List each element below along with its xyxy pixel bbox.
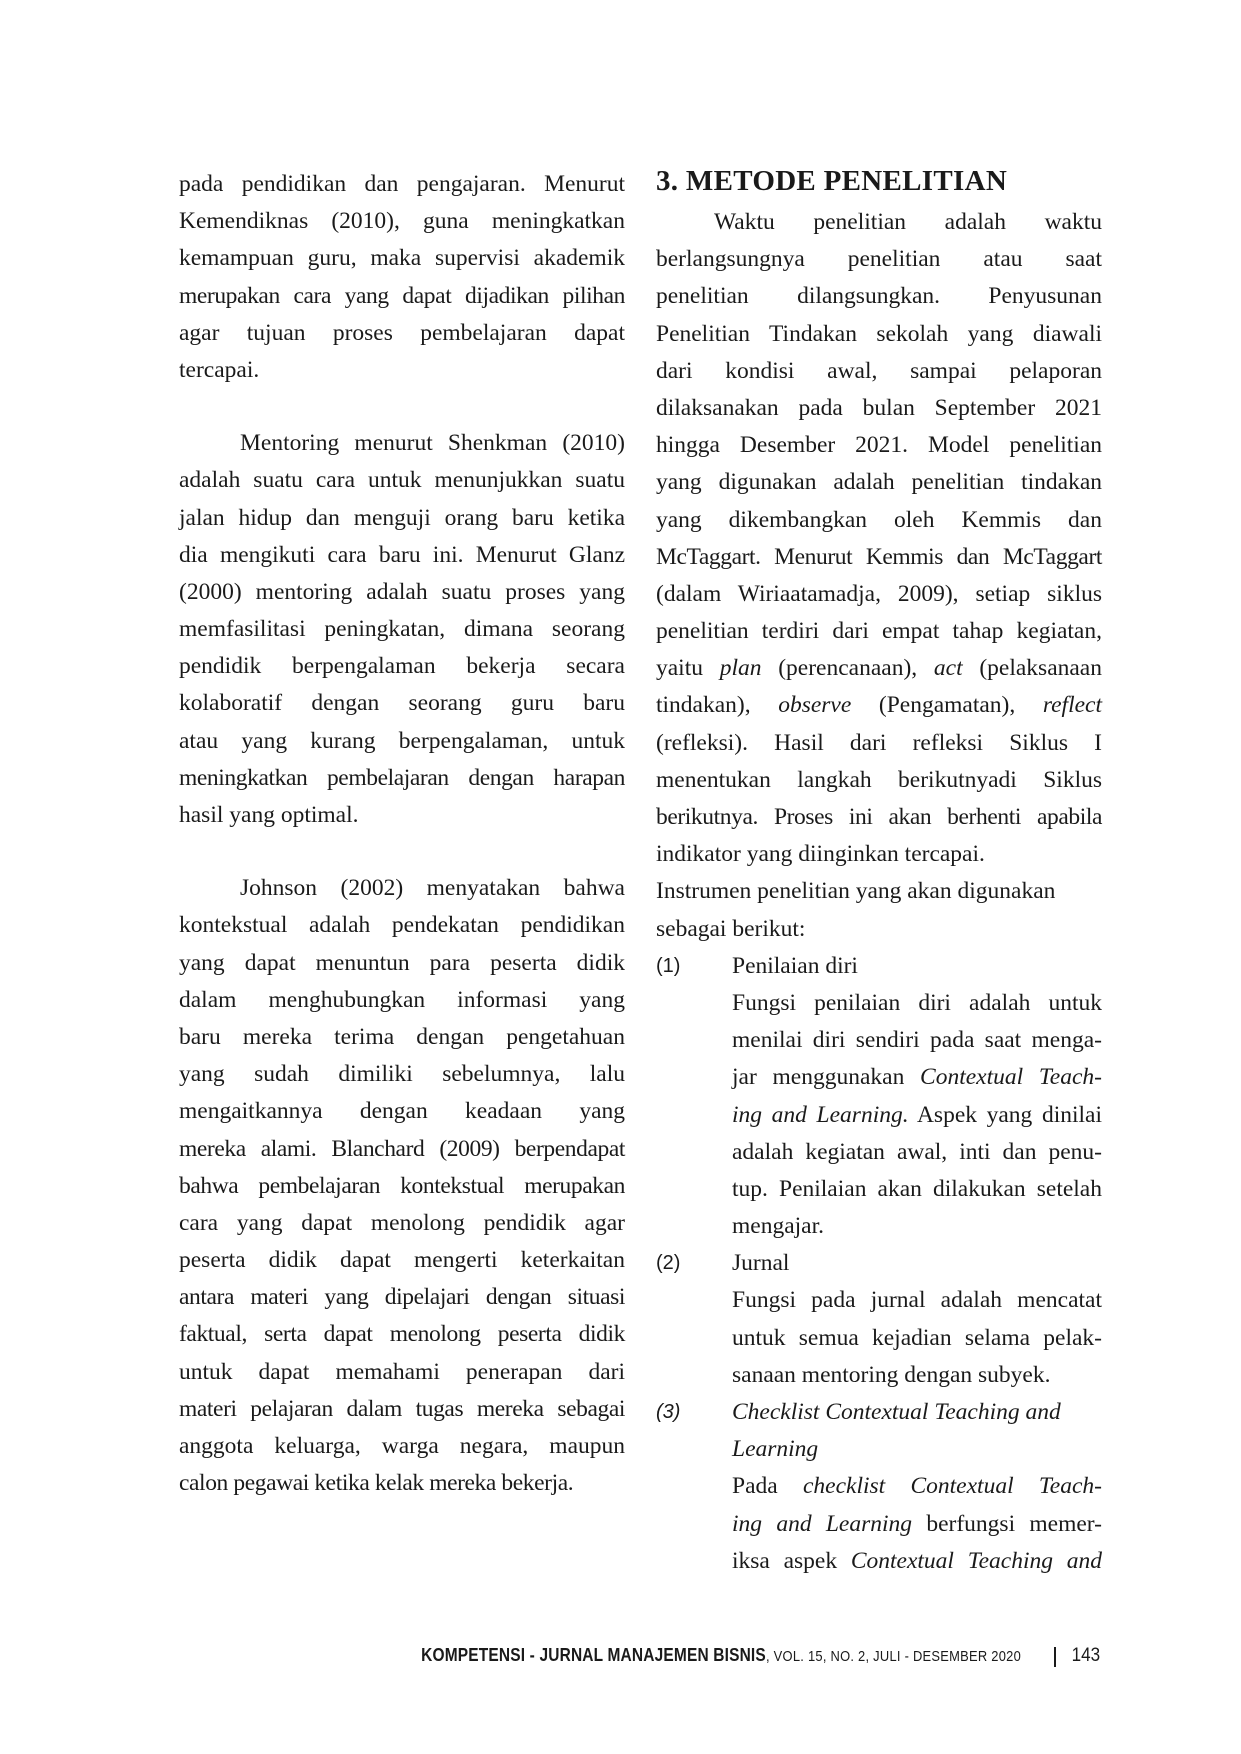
list-number: (1) bbox=[656, 954, 681, 977]
text-line: McTaggart. Menurut Kemmis dan McTaggart bbox=[656, 543, 1102, 570]
text-line: kontekstual adalah pendekatan pendidikan bbox=[179, 912, 625, 939]
text-line: calon pegawai ketika kelak mereka bekerja. bbox=[179, 1470, 574, 1497]
list-item bbox=[656, 948, 1102, 1246]
text-line: penelitian dilangsungkan. Penyusunan bbox=[656, 283, 1102, 310]
text-line: Penelitian Tindakan sekolah yang diawali bbox=[656, 320, 1102, 347]
text-line: untuk dapat memahami penerapan dari bbox=[179, 1358, 625, 1385]
text-line: agar tujuan proses pembelajaran dapat bbox=[179, 319, 625, 346]
text-line: dalam menghubungkan informasi yang bbox=[179, 986, 625, 1013]
text-line bbox=[656, 650, 1102, 687]
text-line: bahwa pembelajaran kontekstual merupakan bbox=[179, 1172, 625, 1199]
text-line: dia mengikuti cara baru ini. Menurut Glanz bbox=[179, 541, 625, 568]
paragraph-supervisi bbox=[179, 166, 625, 389]
term-ctl: ing and Learning bbox=[732, 1510, 913, 1537]
text-run: Aspek yang dinilai bbox=[908, 1101, 1102, 1128]
text-line: faktual, serta dapat menolong peserta didik bbox=[179, 1321, 625, 1348]
list-item bbox=[656, 1394, 1102, 1580]
text-line: Johnson (2002) menyatakan bahwa bbox=[240, 875, 625, 902]
text-line: adalah kegiatan awal, inti dan penu- bbox=[732, 1138, 1102, 1165]
text-line: Fungsi pada jurnal adalah mencatat bbox=[732, 1287, 1102, 1314]
text-line bbox=[732, 1097, 1102, 1134]
text-run: iksa aspek bbox=[732, 1547, 851, 1574]
text-line bbox=[656, 687, 1102, 724]
page-footer bbox=[340, 1640, 1102, 1670]
text-line: baru mereka terima dengan pengetahuan bbox=[179, 1023, 625, 1050]
term-checklist: checklist Contextual Teach- bbox=[802, 1473, 1102, 1500]
text-line bbox=[732, 1506, 1102, 1543]
text-line: hingga Desember 2021. Model penelitian bbox=[656, 432, 1102, 459]
text-line bbox=[732, 1543, 1102, 1580]
text-line: kemampuan guru, maka supervisi akademik bbox=[179, 245, 625, 272]
list-item-title: Learning bbox=[732, 1436, 819, 1463]
section-heading: 3. METODE PENELITIAN bbox=[656, 165, 1008, 197]
left-column bbox=[179, 166, 625, 1502]
text-line: materi pelajaran dalam tugas mereka sebagai bbox=[179, 1395, 625, 1422]
text-line: tup. Penilaian akan dilakukan setelah bbox=[732, 1175, 1102, 1202]
text-line: jalan hidup dan menguji orang baru ketika bbox=[179, 504, 625, 531]
text-line: penelitian terdiri dari empat tahap kegiatan, bbox=[656, 618, 1102, 645]
text-line: mereka alami. Blanchard (2009) berpendapat bbox=[179, 1135, 625, 1162]
text-line: sanaan mentoring dengan subyek. bbox=[732, 1361, 1051, 1388]
text-line: memfasilitasi peningkatan, dimana seorang bbox=[179, 616, 625, 643]
text-run: Pada bbox=[732, 1473, 803, 1500]
term-observe: observe bbox=[778, 692, 852, 719]
text-run: jar menggunakan bbox=[732, 1064, 921, 1091]
text-line: antara materi yang dipelajari dengan situasi bbox=[179, 1284, 625, 1311]
text-run: (perencanaan), bbox=[761, 655, 934, 682]
list-number: (3) bbox=[656, 1401, 681, 1423]
text-line: yang dapat menuntun para peserta didik bbox=[179, 949, 625, 976]
term-plan: plan bbox=[719, 655, 762, 682]
text-line: adalah suatu cara untuk menunjukkan suatu bbox=[179, 467, 625, 494]
text-line: Fungsi penilaian diri adalah untuk bbox=[732, 989, 1102, 1016]
text-line: Mentoring menurut Shenkman (2010) bbox=[240, 430, 625, 457]
text-line: Waktu penelitian adalah waktu bbox=[714, 209, 1102, 235]
text-line: atau yang kurang berpengalaman, untuk bbox=[179, 727, 625, 754]
text-run: berfungsi memer- bbox=[912, 1510, 1102, 1537]
text-line: dari kondisi awal, sampai pelaporan bbox=[656, 357, 1102, 384]
text-line: mengaitkannya dengan keadaan yang bbox=[179, 1098, 625, 1125]
text-line: menentukan langkah berikutnyadi Siklus bbox=[656, 766, 1102, 793]
text-line: yang digunakan adalah penelitian tindakan bbox=[656, 469, 1102, 496]
text-line: untuk semua kejadian selama pelak- bbox=[732, 1324, 1102, 1351]
text-line: Instrumen penelitian yang akan digunakan bbox=[656, 878, 1056, 905]
text-line: hasil yang optimal. bbox=[179, 802, 359, 828]
text-line: yang dikembangkan oleh Kemmis dan bbox=[656, 506, 1102, 533]
text-line: (refleksi). Hasil dari refleksi Siklus I bbox=[656, 729, 1102, 756]
term-ctl: Contextual Teach- bbox=[920, 1064, 1102, 1091]
text-line: pada pendidikan dan pengajaran. Menurut bbox=[179, 171, 625, 197]
text-line: berlangsungnya penelitian atau saat bbox=[656, 246, 1102, 273]
right-column bbox=[656, 166, 1102, 1580]
text-line: peserta didik dapat mengerti keterkaitan bbox=[179, 1247, 625, 1274]
list-item-title: Penilaian diri bbox=[732, 952, 858, 979]
text-run: (Pengamatan), bbox=[851, 692, 1043, 719]
text-line: tercapai. bbox=[179, 356, 260, 383]
journal-title: KOMPETENSI - JURNAL MANAJEMEN BISNIS bbox=[421, 1645, 766, 1665]
text-line: mengajar. bbox=[732, 1213, 825, 1240]
text-line: (2000) mentoring adalah suatu proses yang bbox=[179, 578, 625, 605]
text-line: pendidik berpengalaman bekerja secara bbox=[179, 653, 625, 680]
list-item-title: Jurnal bbox=[732, 1250, 790, 1277]
paragraph-mentoring bbox=[179, 425, 625, 834]
term-ctl: Contextual Teaching and bbox=[850, 1547, 1102, 1574]
text-run: (pelaksanaan bbox=[962, 655, 1102, 682]
term-act: act bbox=[933, 655, 963, 682]
text-line: berikutnya. Proses ini akan berhenti apabila bbox=[656, 804, 1102, 830]
paragraph-metode bbox=[656, 204, 1102, 873]
text-run: tindakan), bbox=[656, 692, 779, 719]
text-line: yang sudah dimiliki sebelumnya, lalu bbox=[179, 1061, 625, 1088]
text-line: (dalam Wiriaatamadja, 2009), setiap siklus bbox=[656, 580, 1102, 607]
text-line bbox=[732, 1059, 1102, 1096]
page-number: 143 bbox=[1071, 1645, 1101, 1666]
text-line: cara yang dapat menolong pendidik agar bbox=[179, 1209, 625, 1236]
list-number: (2) bbox=[656, 1252, 681, 1275]
text-line: anggota keluarga, warga negara, maupun bbox=[179, 1433, 625, 1459]
list-item-title: Checklist Contextual Teaching and bbox=[732, 1399, 1061, 1425]
text-line: dilaksanakan pada bulan September 2021 bbox=[656, 394, 1102, 421]
text-run: yaitu bbox=[656, 655, 720, 682]
term-ctl: ing and Learning. bbox=[732, 1101, 909, 1128]
paragraph-kontekstual bbox=[179, 870, 625, 1502]
text-line: sebagai berikut: bbox=[656, 915, 806, 942]
text-line: Kemendiknas (2010), guna meningkatkan bbox=[179, 208, 625, 235]
text-line bbox=[732, 1468, 1102, 1505]
term-reflect: reflect bbox=[1042, 692, 1102, 719]
text-line: meningkatkan pembelajaran dengan harapan bbox=[179, 764, 625, 791]
text-line: indikator yang diinginkan tercapai. bbox=[656, 841, 985, 868]
text-line: menilai diri sendiri pada saat menga- bbox=[732, 1027, 1102, 1054]
text-line: merupakan cara yang dapat dijadikan pilihan bbox=[179, 282, 625, 309]
list-item bbox=[656, 1245, 1102, 1394]
text-line: kolaboratif dengan seorang guru baru bbox=[179, 690, 625, 717]
paragraph-instrumen bbox=[656, 873, 1102, 947]
journal-volume: , VOL. 15, NO. 2, JULI - DESEMBER 2020 bbox=[765, 1648, 1021, 1665]
footer-divider bbox=[1054, 1647, 1056, 1667]
